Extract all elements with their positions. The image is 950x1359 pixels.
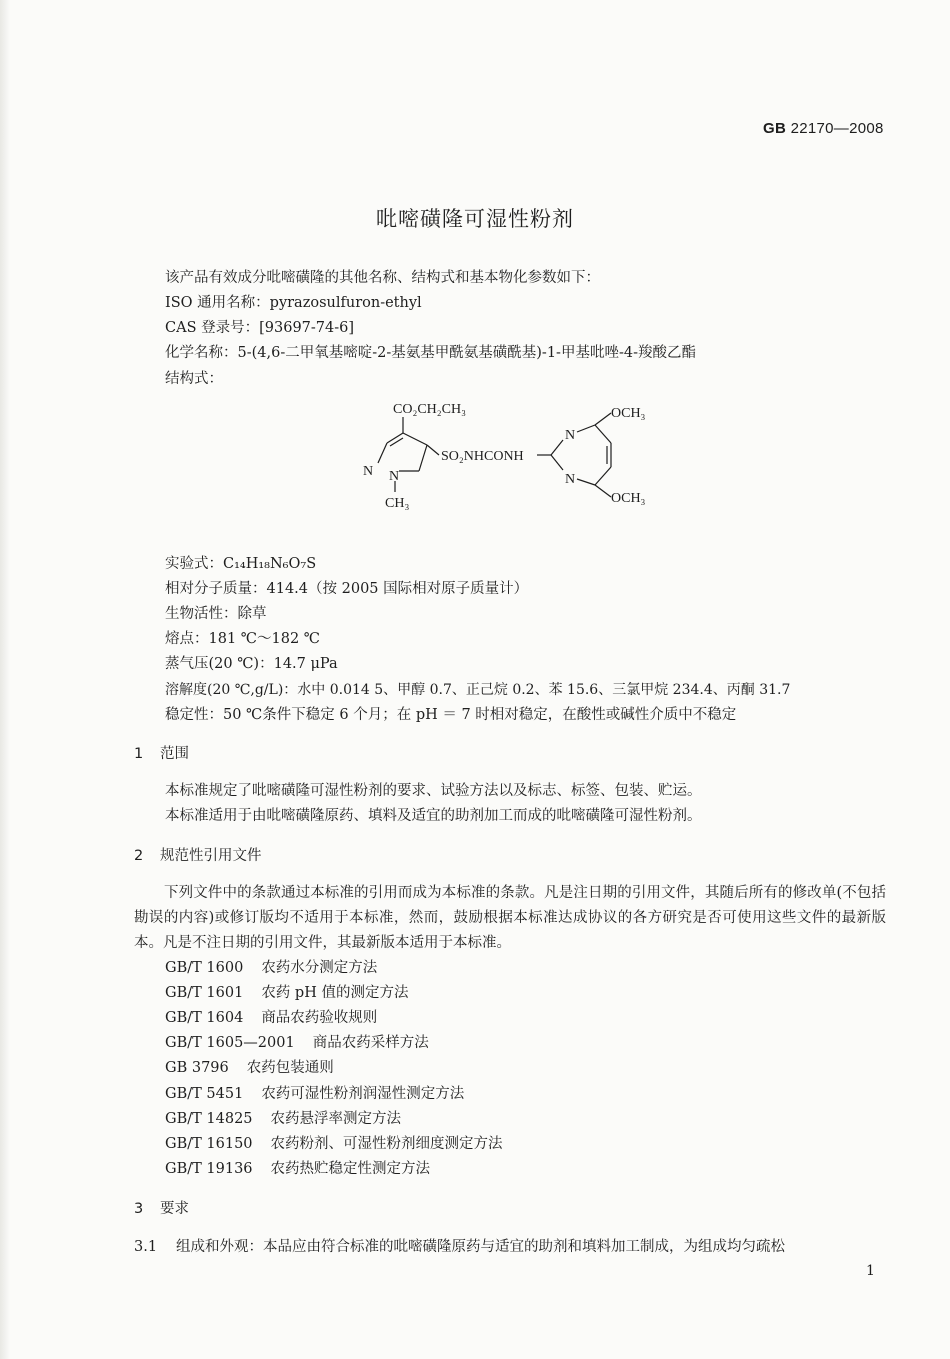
empirical-formula: 实验式：C₁₄H₁₈N₆O₇S xyxy=(165,556,317,572)
methoxy-top: OCH₃ xyxy=(611,406,646,421)
reference-item: GB/T 1605—2001 商品农药采样方法 xyxy=(165,1035,429,1051)
section-2-paragraph: 下列文件中的条款通过本标准的引用而成为本标准的条款。凡是注日期的引用文件，其随后所有的修改单(不包括勘误的内容)或修订版均不适用于本标准，然而，鼓励根据本标准达成协议的各方研究是否可使用这些文件的最新版本。凡是不注日期的引用文件，其最新版本适用于本标准。 xyxy=(134,885,886,951)
bioactivity: 生物活性：除草 xyxy=(165,606,267,622)
section-3-1-text: 3.1 组成和外观：本品应由符合标准的吡嘧磺隆原药与适宜的助剂和填料加工制成，为组成均匀疏松 xyxy=(134,1239,785,1255)
reference-item: GB/T 1604 商品农药验收规则 xyxy=(165,1010,378,1026)
section-1-paragraph-1: 本标准规定了吡嘧磺隆可湿性粉剂的要求、试验方法以及标志、标签、包装、贮运。 xyxy=(165,783,702,799)
reference-item: GB/T 14825 农药悬浮率测定方法 xyxy=(165,1111,402,1127)
standard-number: GB 22170—2008 xyxy=(763,120,884,137)
document-title: 吡嘧磺隆可湿性粉剂 xyxy=(376,207,574,231)
melting-point: 熔点：181 ℃～182 ℃ xyxy=(165,631,321,647)
solubility: 溶解度(20 ℃,g/L)：水中 0.014 5、甲醇 0.7、正己烷 0.2、苯 15.6、三氯甲烷 234.4、丙酮 31.7 xyxy=(165,682,791,698)
reference-item: GB/T 1600 农药水分测定方法 xyxy=(165,960,378,976)
pyrazole-n2: N xyxy=(389,469,400,484)
reference-item: GB/T 16150 农药粉剂、可湿性粉剂细度测定方法 xyxy=(165,1136,503,1152)
section-1-heading: 1 范围 xyxy=(134,746,189,762)
chemical-name: 化学名称：5-(4,6-二甲氧基嘧啶-2-基氨基甲酰氨基磺酰基)-1-甲基吡唑-4-羧酸乙酯 xyxy=(165,345,696,361)
n-methyl-group: CH₃ xyxy=(385,496,410,511)
intro-lead: 该产品有效成分吡嘧磺隆的其他名称、结构式和基本物化参数如下： xyxy=(165,270,600,286)
stability: 稳定性：50 ℃条件下稳定 6 个月；在 pH ＝ 7 时相对稳定，在酸性或碱性介质中不稳定 xyxy=(165,707,737,723)
pyrazole-n1: N xyxy=(363,464,374,479)
page-number: 1 xyxy=(866,1263,875,1279)
section-1-paragraph-2: 本标准适用于由吡嘧磺隆原药、填料及适宜的助剂加工而成的吡嘧磺隆可湿性粉剂。 xyxy=(165,808,702,824)
structure-label: 结构式： xyxy=(165,371,223,387)
reference-item: GB/T 1601 农药 pH 值的测定方法 xyxy=(165,985,409,1001)
pyrimidine-n-bottom: N xyxy=(565,472,576,487)
molecular-weight: 相对分子质量：414.4（按 2005 国际相对原子质量计） xyxy=(165,581,529,597)
vapor-pressure: 蒸气压(20 ℃)：14.7 μPa xyxy=(165,656,338,672)
reference-item: GB/T 19136 农药热贮稳定性测定方法 xyxy=(165,1161,431,1177)
reference-item: GB 3796 农药包装通则 xyxy=(165,1060,334,1076)
methoxy-bottom: OCH₃ xyxy=(611,491,646,506)
sulfonylurea-linker: SO₂NHCONH xyxy=(441,449,524,464)
pyrimidine-n-top: N xyxy=(565,428,576,443)
ester-group: CO₂CH₂CH₃ xyxy=(393,402,466,417)
reference-item: GB/T 5451 农药可湿性粉剂润湿性测定方法 xyxy=(165,1086,465,1102)
structural-formula xyxy=(355,395,685,520)
iso-name: ISO 通用名称：pyrazosulfuron-ethyl xyxy=(165,295,422,311)
section-2-heading: 2 规范性引用文件 xyxy=(134,848,262,864)
section-3-heading: 3 要求 xyxy=(134,1201,189,1217)
cas-number: CAS 登录号：[93697-74-6] xyxy=(165,320,355,336)
